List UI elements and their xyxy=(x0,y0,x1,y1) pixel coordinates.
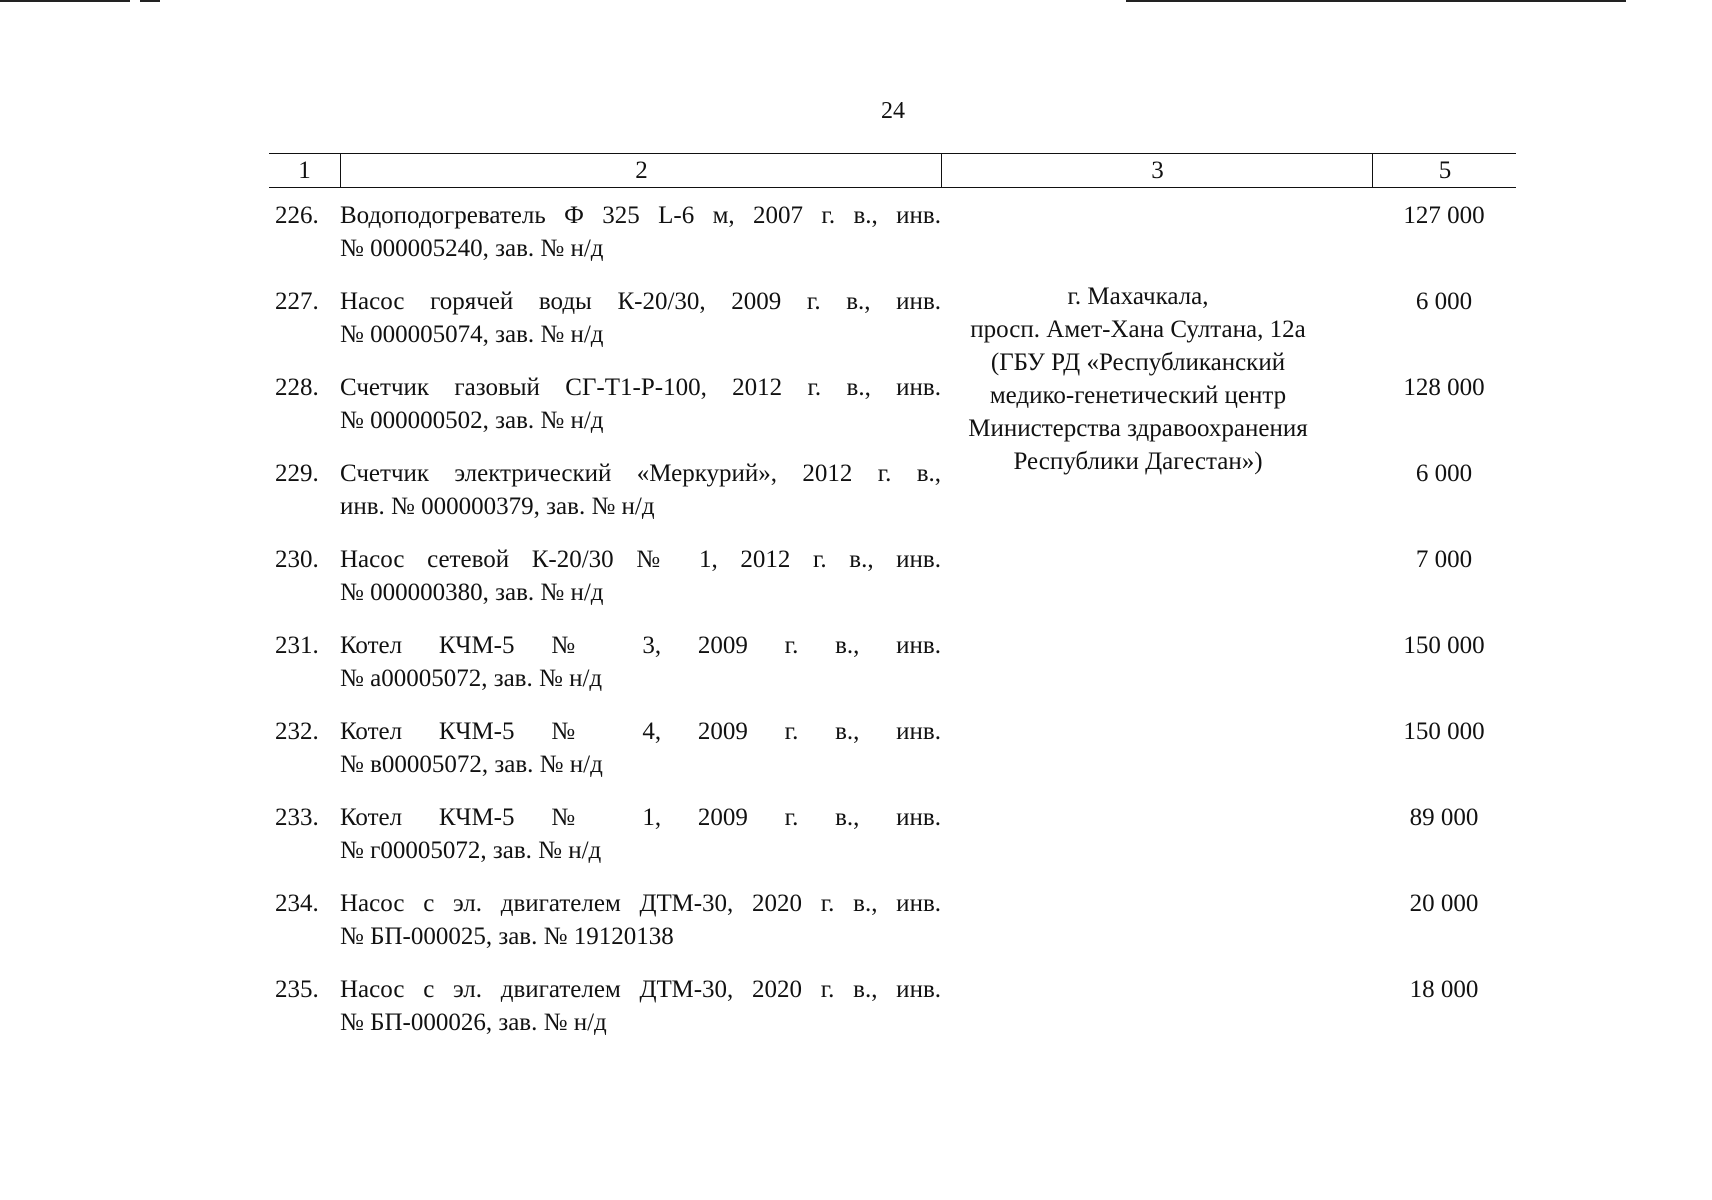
row-number: 231. xyxy=(275,632,319,659)
location-line: (ГБУ РД «Республиканский xyxy=(990,349,1286,376)
row-number: 226. xyxy=(275,202,319,229)
table-row xyxy=(269,285,1516,355)
row-description-line: Насос горячей воды К-20/30, 2009 г. в., инв. xyxy=(340,288,941,315)
table-row xyxy=(269,371,1516,441)
row-description xyxy=(340,801,941,867)
row-value: 7 000 xyxy=(1415,546,1473,573)
table-row xyxy=(269,629,1516,699)
row-description-line: Счетчик газовый СГ-Т1-Р-100, 2012 г. в., инв. xyxy=(340,374,941,401)
row-value: 6 000 xyxy=(1415,288,1473,315)
row-description xyxy=(340,629,941,695)
row-value: 18 000 xyxy=(1409,976,1479,1003)
row-number: 233. xyxy=(275,804,319,831)
row-description-line: Водоподогреватель Ф 325 L-6 м, 2007 г. в., инв. xyxy=(340,202,941,229)
table-row xyxy=(269,801,1516,871)
row-number: 234. xyxy=(275,890,319,917)
row-value: 89 000 xyxy=(1409,804,1479,831)
header-col-5: 5 xyxy=(1372,154,1517,187)
row-description-line: № а00005072, зав. № н/д xyxy=(340,665,603,692)
row-description xyxy=(340,973,941,1039)
row-number: 235. xyxy=(275,976,319,1003)
row-description-line: Насос сетевой К-20/30 № 1, 2012 г. в., инв. xyxy=(340,546,941,573)
row-number: 232. xyxy=(275,718,319,745)
row-value: 6 000 xyxy=(1415,460,1473,487)
row-number: 230. xyxy=(275,546,319,573)
row-description-line: № 000005240, зав. № н/д xyxy=(340,235,604,262)
row-description-line: № в00005072, зав. № н/д xyxy=(340,751,603,778)
row-value: 127 000 xyxy=(1403,202,1485,229)
table-row xyxy=(269,199,1516,269)
header-col-2: 2 xyxy=(340,154,942,187)
row-description-line: № г00005072, зав. № н/д xyxy=(340,837,602,864)
scan-edge-line-left xyxy=(0,0,130,2)
location-line: медико-генетический центр xyxy=(989,382,1287,409)
row-description-line: № 000000380, зав. № н/д xyxy=(340,579,604,606)
row-description xyxy=(340,543,941,609)
table-row xyxy=(269,457,1516,527)
row-description-line: Котел КЧМ-5 № 1, 2009 г. в., инв. xyxy=(340,804,941,831)
location-line: просп. Амет-Хана Султана, 12а xyxy=(970,316,1306,343)
row-description xyxy=(340,887,941,953)
row-description-line: Котел КЧМ-5 № 4, 2009 г. в., инв. xyxy=(340,718,941,745)
row-description-line: Насос с эл. двигателем ДТМ-30, 2020 г. в., инв. xyxy=(340,890,941,917)
page-number: 24 xyxy=(881,98,905,124)
location-line: г. Махачкала, xyxy=(1067,283,1209,310)
row-description-line: Котел КЧМ-5 № 3, 2009 г. в., инв. xyxy=(340,632,941,659)
location-line: Республики Дагестан») xyxy=(1013,448,1263,475)
row-description-line: Насос с эл. двигателем ДТМ-30, 2020 г. в., инв. xyxy=(340,976,941,1003)
table-row xyxy=(269,715,1516,785)
scan-edge-line-left-2 xyxy=(140,0,160,2)
table-row xyxy=(269,543,1516,613)
header-col-1: 1 xyxy=(298,157,311,184)
row-description-line: № БП-000026, зав. № н/д xyxy=(340,1009,607,1036)
row-number: 228. xyxy=(275,374,319,401)
row-description xyxy=(340,457,941,523)
table-row xyxy=(269,887,1516,957)
row-value: 128 000 xyxy=(1403,374,1485,401)
row-description-line: № БП-000025, зав. № 19120138 xyxy=(340,923,674,950)
row-description xyxy=(340,715,941,781)
row-description xyxy=(340,199,941,265)
row-value: 150 000 xyxy=(1403,632,1485,659)
row-description-line: № 000000502, зав. № н/д xyxy=(340,407,604,434)
row-value: 20 000 xyxy=(1409,890,1479,917)
row-description-line: инв. № 000000379, зав. № н/д xyxy=(340,493,655,520)
row-number: 227. xyxy=(275,288,319,315)
location-line: Министерства здравоохранения xyxy=(968,415,1308,442)
table-row xyxy=(269,973,1516,1043)
header-col-3: 3 xyxy=(941,154,1373,187)
row-description xyxy=(340,285,941,351)
row-description-line: Счетчик электрический «Меркурий», 2012 г. в., xyxy=(340,460,941,487)
row-description-line: № 000005074, зав. № н/д xyxy=(340,321,604,348)
row-description xyxy=(340,371,941,437)
row-value: 150 000 xyxy=(1403,718,1485,745)
table-header xyxy=(269,153,1516,188)
scan-edge-line-right xyxy=(1126,0,1626,2)
row-number: 229. xyxy=(275,460,319,487)
